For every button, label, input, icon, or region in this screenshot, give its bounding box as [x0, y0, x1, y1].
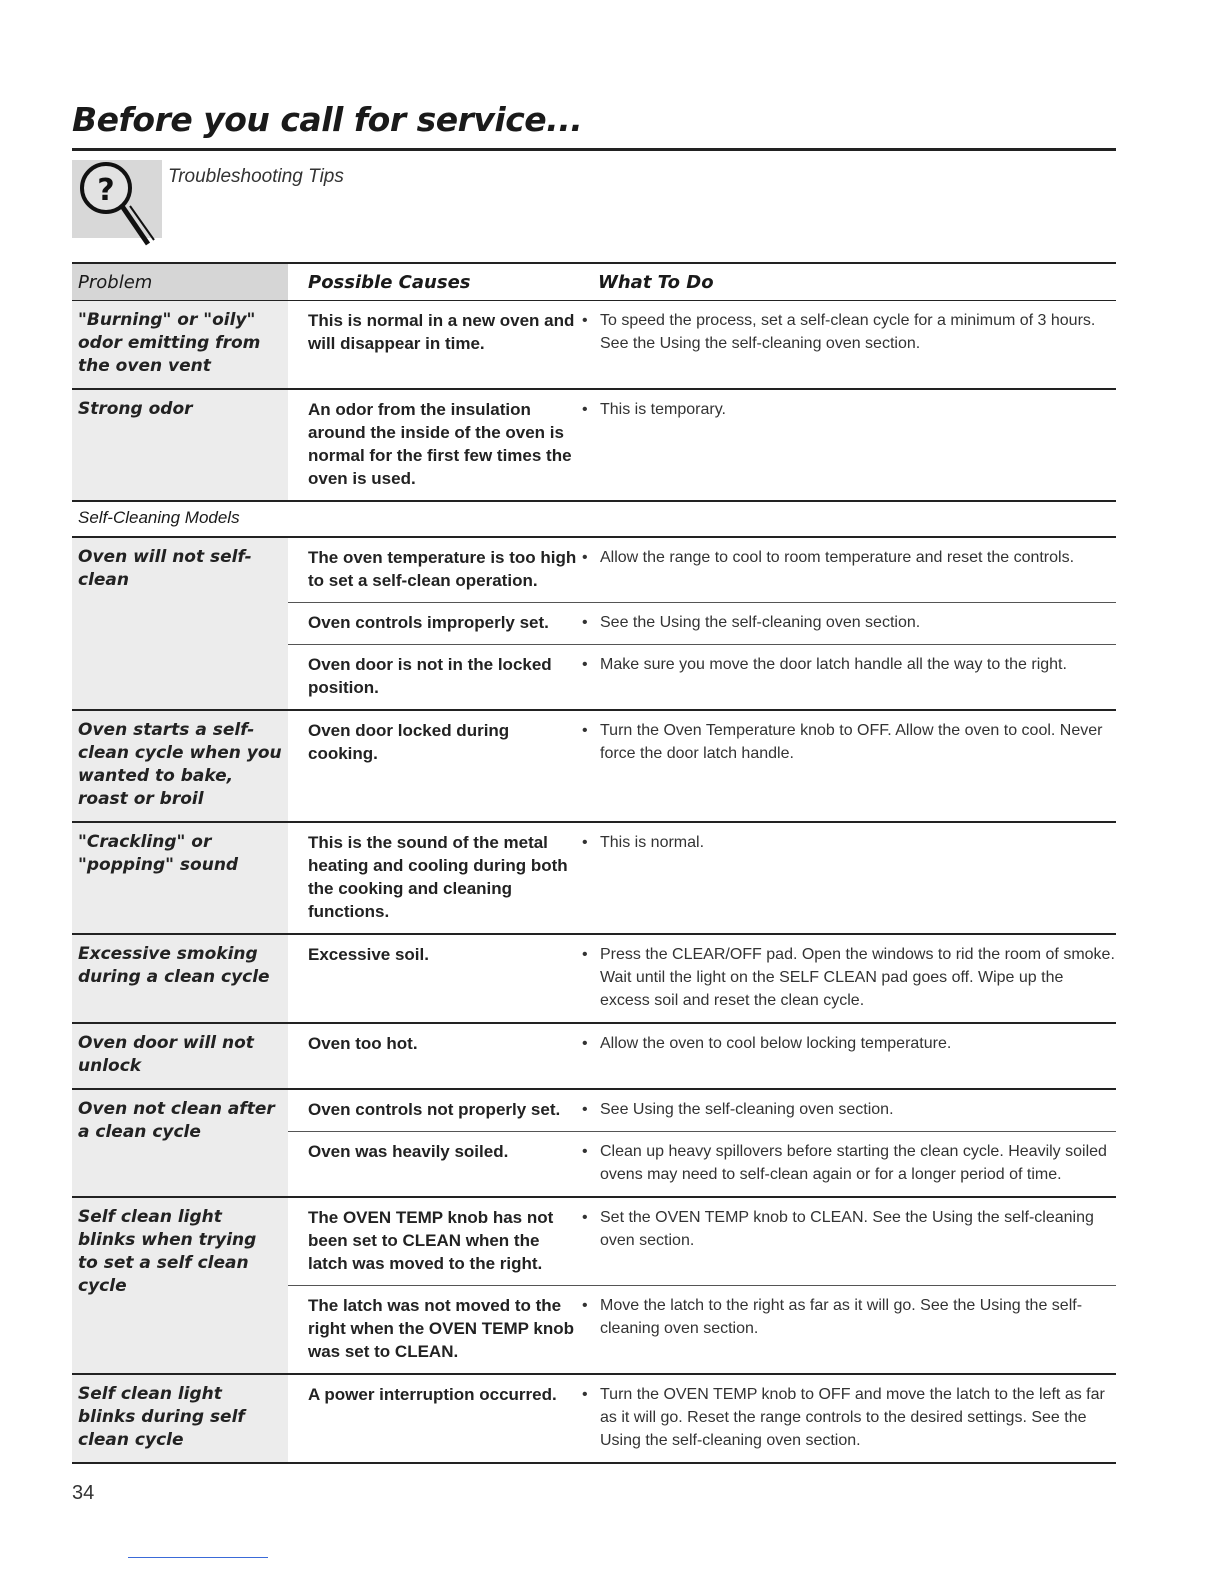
problem-label: "Crackling" or "popping" sound — [72, 823, 288, 933]
problem-label: "Burning" or "oily" odor emitting from the oven vent — [72, 301, 288, 388]
problem-section — [72, 1090, 1116, 1198]
what-to-do — [578, 1383, 1116, 1452]
what-to-do — [578, 611, 1116, 634]
table-row — [288, 1198, 1116, 1285]
what-to-do — [578, 1032, 1116, 1055]
problem-section — [72, 390, 1116, 502]
problem-label: Self clean light blinks when trying to set a self clean cycle — [72, 1198, 288, 1373]
possible-cause: A power interruption occurred. — [308, 1385, 557, 1404]
table-row — [288, 1024, 1116, 1065]
what-to-do — [578, 398, 1116, 490]
possible-cause: An odor from the insulation around the inside of the oven is normal for the first few times the oven is used. — [308, 400, 572, 488]
what-to-do-text: Turn the Oven Temperature knob to OFF. Allow the oven to cool. Never force the door latch handle. — [600, 722, 1103, 762]
bullet-icon: • — [582, 614, 588, 631]
possible-cause: Excessive soil. — [308, 945, 429, 964]
possible-cause: This is the sound of the metal heating and cooling during both the cooking and cleaning functions. — [308, 833, 568, 921]
table-row — [288, 390, 1116, 500]
what-to-do-text: See the Using the self-cleaning oven section. — [600, 614, 921, 631]
cause-rows — [288, 823, 1116, 933]
general-sections — [72, 301, 1116, 502]
possible-cause: Oven door is not in the locked position. — [308, 655, 552, 697]
table-row — [288, 1375, 1116, 1462]
cause-rows — [288, 1090, 1116, 1196]
problem-label: Self clean light blinks during self clean cycle — [72, 1375, 288, 1462]
what-to-do — [578, 1098, 1116, 1121]
table-row — [288, 644, 1116, 709]
what-to-do — [578, 943, 1116, 1012]
problem-label: Oven door will not unlock — [72, 1024, 288, 1088]
possible-cause: Oven controls improperly set. — [308, 613, 549, 632]
footer-rule — [128, 1557, 268, 1558]
question-help-icon — [72, 160, 162, 256]
what-to-do-text: Allow the range to cool to room temperature and reset the controls. — [600, 549, 1075, 566]
troubleshooting-table — [72, 262, 1116, 1464]
problem-label: Excessive smoking during a clean cycle — [72, 935, 288, 1022]
problem-label: Oven starts a self-clean cycle when you wanted to bake, roast or broil — [72, 711, 288, 821]
table-row — [288, 823, 1116, 933]
what-to-do-text: Make sure you move the door latch handle all the way to the right. — [600, 656, 1067, 673]
header-todo: What To Do — [598, 271, 714, 293]
bullet-icon: • — [582, 834, 588, 851]
bullet-icon: • — [582, 1035, 588, 1052]
bullet-icon: • — [582, 1297, 588, 1314]
what-to-do — [578, 653, 1116, 699]
subsection-label: Self-Cleaning Models — [72, 502, 1116, 538]
what-to-do-text: Allow the oven to cool below locking temperature. — [600, 1035, 952, 1052]
cause-rows — [288, 711, 1116, 821]
what-to-do-text: To speed the process, set a self-clean cycle for a minimum of 3 hours. See the Using the self-cleaning oven section. — [600, 312, 1096, 352]
table-row — [288, 301, 1116, 365]
table-row — [288, 538, 1116, 602]
what-to-do-text: See Using the self-cleaning oven section. — [600, 1101, 894, 1118]
header-problem: Problem — [72, 264, 288, 300]
header-causes: Possible Causes — [308, 271, 471, 293]
table-row — [288, 1285, 1116, 1373]
problem-section — [72, 1024, 1116, 1090]
what-to-do-text: This is normal. — [600, 834, 705, 851]
bullet-icon: • — [582, 656, 588, 673]
bullet-icon: • — [582, 1101, 588, 1118]
what-to-do — [578, 831, 1116, 923]
bullet-icon: • — [582, 312, 588, 329]
bullet-icon: • — [582, 1143, 588, 1160]
possible-cause: This is normal in a new oven and will disappear in time. — [308, 311, 575, 353]
problem-section — [72, 1198, 1116, 1375]
bullet-icon: • — [582, 549, 588, 566]
table-header — [72, 262, 1116, 301]
possible-cause: Oven too hot. — [308, 1034, 418, 1053]
cause-rows — [288, 390, 1116, 500]
page-number: 34 — [72, 1482, 95, 1504]
what-to-do — [578, 309, 1116, 355]
what-to-do-text: Set the OVEN TEMP knob to CLEAN. See the Using the self-cleaning oven section. — [600, 1209, 1094, 1249]
possible-cause: Oven controls not properly set. — [308, 1100, 561, 1119]
self-clean-sections — [72, 538, 1116, 1464]
title-rule — [72, 148, 1116, 151]
cause-rows — [288, 1375, 1116, 1462]
table-row — [288, 1090, 1116, 1131]
problem-section — [72, 1375, 1116, 1464]
problem-label: Oven not clean after a clean cycle — [72, 1090, 288, 1196]
what-to-do-text: This is temporary. — [600, 401, 726, 418]
cause-rows — [288, 1198, 1116, 1373]
cause-rows — [288, 935, 1116, 1022]
problem-label: Strong odor — [72, 390, 288, 500]
what-to-do — [578, 1294, 1116, 1363]
what-to-do-text: Clean up heavy spillovers before starting the clean cycle. Heavily soiled ovens may need to self-clean again or for a longer period of time. — [600, 1143, 1107, 1183]
bullet-icon: • — [582, 401, 588, 418]
what-to-do-text: Turn the OVEN TEMP knob to OFF and move the latch to the left as far as it will go. Reset the range controls to the desired settings. See the Using the self-cleaning oven section. — [600, 1386, 1105, 1449]
possible-cause: Oven was heavily soiled. — [308, 1142, 509, 1161]
svg-text:?: ? — [97, 173, 115, 208]
possible-cause: The oven temperature is too high to set a self-clean operation. — [308, 548, 577, 590]
page-title: Before you call for service... — [72, 100, 583, 139]
what-to-do — [578, 546, 1116, 592]
possible-cause: Oven door locked during cooking. — [308, 721, 510, 763]
cause-rows — [288, 301, 1116, 388]
table-row — [288, 935, 1116, 1022]
table-row — [288, 602, 1116, 644]
problem-section — [72, 823, 1116, 935]
section-subtitle: Troubleshooting Tips — [168, 166, 344, 187]
what-to-do-text: Press the CLEAR/OFF pad. Open the windows to rid the room of smoke. Wait until the light on the SELF CLEAN pad goes off. Wipe up the excess soil and reset the clean cycle. — [600, 946, 1115, 1009]
problem-section — [72, 935, 1116, 1024]
possible-cause: The OVEN TEMP knob has not been set to CLEAN when the latch was moved to the right. — [308, 1208, 554, 1273]
problem-section — [72, 711, 1116, 823]
cause-rows — [288, 538, 1116, 709]
what-to-do — [578, 719, 1116, 765]
problem-section — [72, 301, 1116, 390]
what-to-do — [578, 1140, 1116, 1186]
possible-cause: The latch was not moved to the right when the OVEN TEMP knob was set to CLEAN. — [308, 1296, 575, 1361]
bullet-icon: • — [582, 722, 588, 739]
bullet-icon: • — [582, 946, 588, 963]
table-row — [288, 711, 1116, 775]
what-to-do — [578, 1206, 1116, 1275]
problem-label: Oven will not self-clean — [72, 538, 288, 709]
cause-rows — [288, 1024, 1116, 1088]
table-row — [288, 1131, 1116, 1196]
bullet-icon: • — [582, 1209, 588, 1226]
problem-section — [72, 538, 1116, 711]
bullet-icon: • — [582, 1386, 588, 1403]
what-to-do-text: Move the latch to the right as far as it will go. See the Using the self-cleaning oven section. — [600, 1297, 1083, 1337]
